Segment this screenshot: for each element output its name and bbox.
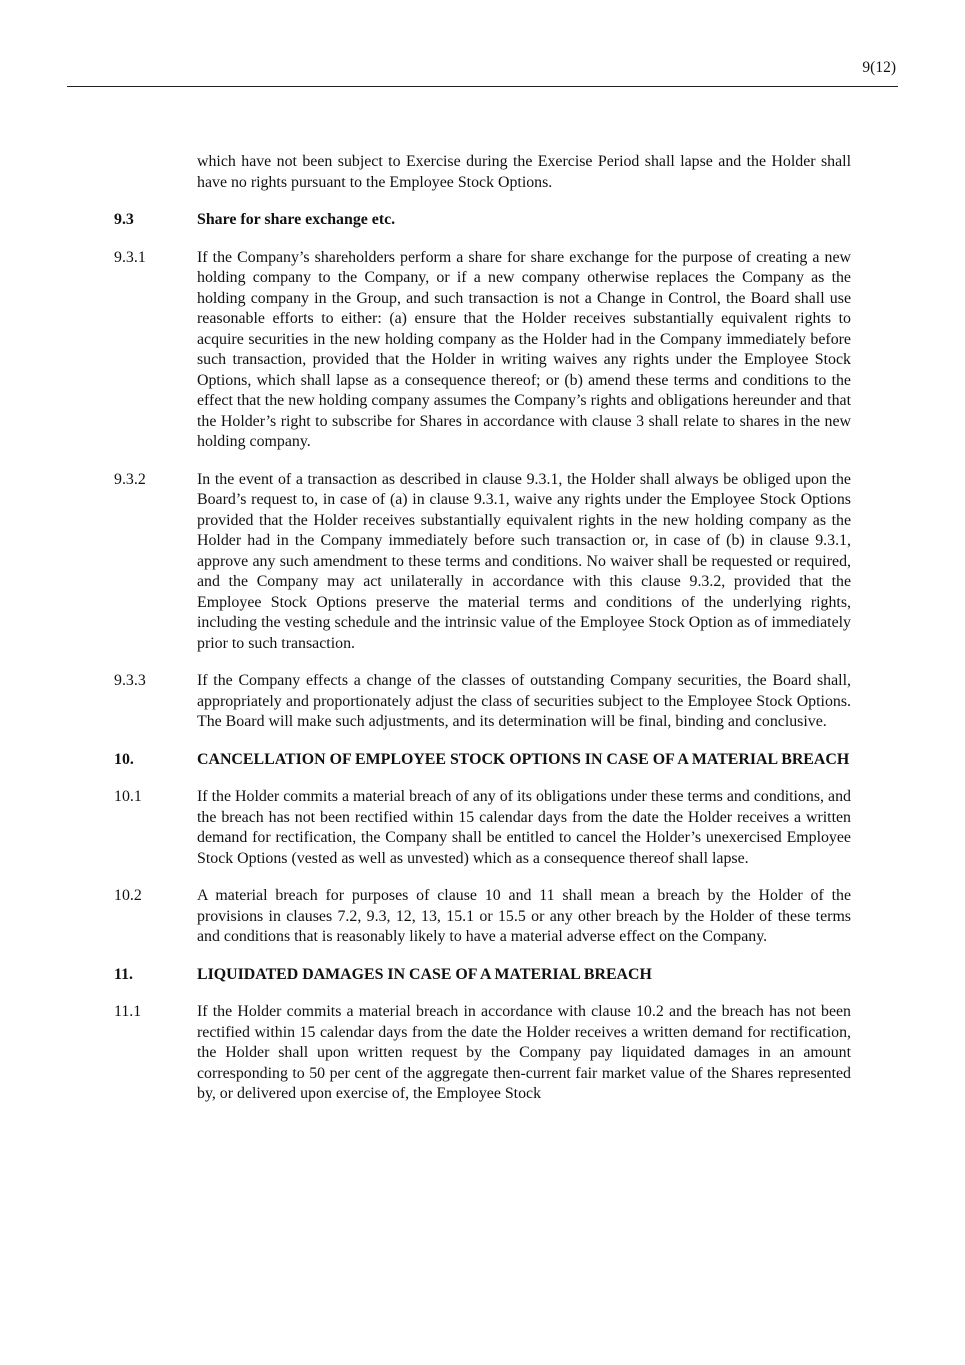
- clause-text: If the Holder commits a material breach in accordance with clause 10.2 and the breach has not been rectified within 15 calendar days from the date the Holder receives a written demand for rectification, the Holder shall upon written request by the Company pay liquidated damages in an amount corresponding to 50 per cent of the aggregate then-current fair market value of the Shares represented by, or delivered upon exercise of, the Employee Stock: [197, 1003, 851, 1102]
- clause-text: If the Holder commits a material breach of any of its obligations under these terms and conditions, and the breach has not been rectified within 15 calendar days from the date the Holder receives a written demand for rectification, the Company shall be entitled to cancel the Holder’s unexercised Employee Stock Options (vested as well as unvested) which as a consequence thereof shall lapse.: [197, 788, 851, 867]
- clause-number: 9.3.2: [114, 470, 146, 488]
- section-number: 9.3: [114, 211, 134, 228]
- continuation-paragraph: which have not been subject to Exercise during the Exercise Period shall lapse and the Holder shall have no rights pursuant to the Employee Stock Options.: [197, 153, 851, 191]
- clause-text: If the Company effects a change of the classes of outstanding Company securities, the Board shall, appropriately and proportionately adjust the class of securities subject to the Employee Stock Options. The Board will make such adjustments, and its determination will be final, binding and conclusive.: [197, 672, 851, 730]
- section-heading-9-3: [114, 210, 851, 231]
- clause-number: 10.2: [114, 887, 142, 904]
- section-number: 11.: [114, 965, 133, 983]
- clause-9-3-2: [114, 470, 851, 655]
- clause-number: 9.3.1: [114, 248, 146, 266]
- clause-text: If the Company’s shareholders perform a share for share exchange for the purpose of creating a new holding company to the Company, or if a new company otherwise replaces the Company as the holding company in the Group, and such transaction is not a Change in Control, the Board shall use reasonable efforts to either: (a) ensure that the Holder receives substantially equivalent rights to acquire securities in the new holding company as the Holder had in the Company immediately before such transaction, provided that the Holder in writing waives any rights under the Employee Stock Options, which shall lapse as a consequence thereof; or (b) amend these terms and conditions to the effect that the new holding company assumes the Company’s rights and obligations hereunder and that the Holder’s right to subscribe for Shares in accordance with clause 3 shall relate to shares in the new holding company.: [197, 248, 851, 450]
- clause-11-1: [114, 1002, 851, 1105]
- section-title: CANCELLATION OF EMPLOYEE STOCK OPTIONS IN CASE OF A MATERIAL BREACH: [197, 750, 850, 768]
- clause-9-3-1: [114, 248, 851, 453]
- section-title: LIQUIDATED DAMAGES IN CASE OF A MATERIAL BREACH: [197, 965, 652, 983]
- clause-number: 9.3.3: [114, 672, 146, 689]
- header-divider: [67, 86, 898, 87]
- document-body: [114, 152, 851, 1122]
- clause-text: A material breach for purposes of clause 10 and 11 shall mean a breach by the Holder of the provisions in clauses 7.2, 9.3, 12, 13, 15.1 or 15.5 or any other breach by the Holder of these terms and conditions that is reasonably likely to have a material adverse effect on the Company.: [197, 887, 851, 945]
- clause-number: 11.1: [114, 1003, 142, 1020]
- clause-10-2: [114, 886, 851, 948]
- section-heading-11: [114, 965, 851, 986]
- section-title: Share for share exchange etc.: [197, 211, 396, 228]
- clause-number: 10.1: [114, 788, 142, 805]
- clause-9-3-3: [114, 671, 851, 733]
- clause-text: In the event of a transaction as described in clause 9.3.1, the Holder shall always be obliged upon the Board’s request to, in case of (a) in clause 9.3.1, waive any rights under the Employee Stock Options provided that the Holder receives substantially equivalent rights in the new holding company as the Holder had in the Company immediately before such transaction or, in case of (b) in clause 9.3.1, approve any such amendment to these terms and conditions. No waiver shall be requested or required, and the Company may act unilaterally in accordance with this clause 9.3.2, provided that the Employee Stock Options preserve the material terms and conditions of the underlying rights, including the vesting schedule and the intrinsic value of the Employee Stock Option as of immediately prior to such transaction.: [197, 470, 851, 652]
- section-heading-10: [114, 750, 851, 771]
- page-number: 9(12): [862, 59, 896, 76]
- section-number: 10.: [114, 750, 134, 768]
- clause-10-1: [114, 787, 851, 869]
